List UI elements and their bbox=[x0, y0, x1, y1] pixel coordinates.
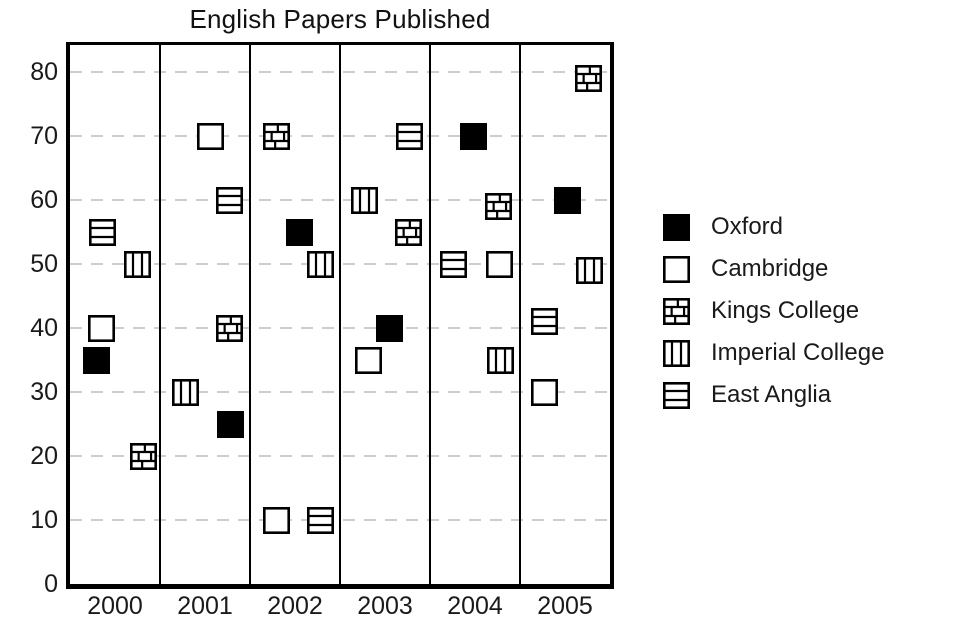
solid-black-marker-icon bbox=[663, 214, 690, 241]
legend-label: Cambridge bbox=[711, 255, 829, 282]
plot-area bbox=[66, 42, 614, 589]
data-point-oxford-2003 bbox=[376, 315, 403, 342]
legend-label: Oxford bbox=[711, 213, 784, 240]
data-point-cambridge-2001 bbox=[197, 123, 224, 150]
data-point-kings-college-2004 bbox=[485, 193, 512, 220]
legend-label: East Anglia bbox=[711, 381, 832, 408]
brick-marker-icon bbox=[663, 298, 690, 325]
x-axis-label-2002: 2002 bbox=[267, 592, 323, 620]
data-point-oxford-2002 bbox=[286, 219, 313, 246]
x-axis-label-2004: 2004 bbox=[447, 592, 503, 620]
data-point-east-anglia-2002 bbox=[307, 507, 334, 534]
data-point-east-anglia-2000 bbox=[89, 219, 116, 246]
legend-label: Kings College bbox=[711, 297, 860, 324]
y-axis-label-50: 50 bbox=[30, 250, 58, 279]
x-axis-label-2005: 2005 bbox=[537, 592, 593, 620]
y-axis-label-10: 10 bbox=[30, 506, 58, 535]
column-divider bbox=[339, 45, 341, 584]
data-point-east-anglia-2004 bbox=[440, 251, 467, 278]
y-axis-label-60: 60 bbox=[30, 186, 58, 215]
legend-item-east-anglia bbox=[663, 374, 884, 416]
data-point-imperial-college-2003 bbox=[351, 187, 378, 214]
plot-canvas bbox=[70, 45, 610, 584]
data-point-imperial-college-2002 bbox=[307, 251, 334, 278]
legend-item-kings-college bbox=[663, 290, 884, 332]
data-point-cambridge-2000 bbox=[88, 315, 115, 342]
legend-item-imperial-college bbox=[663, 332, 884, 374]
data-point-imperial-college-2001 bbox=[172, 379, 199, 406]
legend bbox=[663, 206, 884, 416]
open-white-marker-icon bbox=[663, 256, 690, 283]
column-divider bbox=[159, 45, 161, 584]
y-axis-label-30: 30 bbox=[30, 378, 58, 407]
vertical-stripes-marker-icon bbox=[663, 340, 690, 367]
data-point-imperial-college-2005 bbox=[576, 257, 603, 284]
data-point-east-anglia-2001 bbox=[216, 187, 243, 214]
data-point-imperial-college-2000 bbox=[124, 251, 151, 278]
data-point-oxford-2000 bbox=[83, 347, 110, 374]
chart-title: English Papers Published bbox=[189, 4, 491, 34]
y-axis-label-70: 70 bbox=[30, 122, 58, 151]
data-point-kings-college-2002 bbox=[263, 123, 290, 150]
y-axis-label-40: 40 bbox=[30, 314, 58, 343]
data-point-cambridge-2004 bbox=[486, 251, 513, 278]
data-point-kings-college-2003 bbox=[395, 219, 422, 246]
horizontal-stripes-marker-icon bbox=[663, 382, 690, 409]
data-point-oxford-2001 bbox=[217, 411, 244, 438]
data-point-imperial-college-2004 bbox=[487, 347, 514, 374]
column-divider bbox=[519, 45, 521, 584]
data-point-kings-college-2000 bbox=[130, 443, 157, 470]
data-point-cambridge-2005 bbox=[531, 379, 558, 406]
data-point-cambridge-2003 bbox=[355, 347, 382, 374]
data-point-east-anglia-2003 bbox=[396, 123, 423, 150]
data-point-cambridge-2002 bbox=[263, 507, 290, 534]
x-axis-label-2001: 2001 bbox=[177, 592, 233, 620]
y-axis-label-80: 80 bbox=[30, 58, 58, 87]
column-divider bbox=[249, 45, 251, 584]
x-axis-label-2003: 2003 bbox=[357, 592, 413, 620]
column-divider bbox=[429, 45, 431, 584]
data-point-oxford-2005 bbox=[554, 187, 581, 214]
y-axis-label-20: 20 bbox=[30, 442, 58, 471]
data-point-kings-college-2005 bbox=[575, 65, 602, 92]
legend-item-cambridge bbox=[663, 248, 884, 290]
data-point-kings-college-2001 bbox=[216, 315, 243, 342]
x-axis-label-2000: 2000 bbox=[87, 592, 143, 620]
y-axis-label-0: 0 bbox=[44, 570, 58, 598]
data-point-east-anglia-2005 bbox=[531, 308, 558, 335]
legend-label: Imperial College bbox=[711, 339, 885, 366]
data-point-oxford-2004 bbox=[460, 123, 487, 150]
legend-item-oxford bbox=[663, 206, 884, 248]
